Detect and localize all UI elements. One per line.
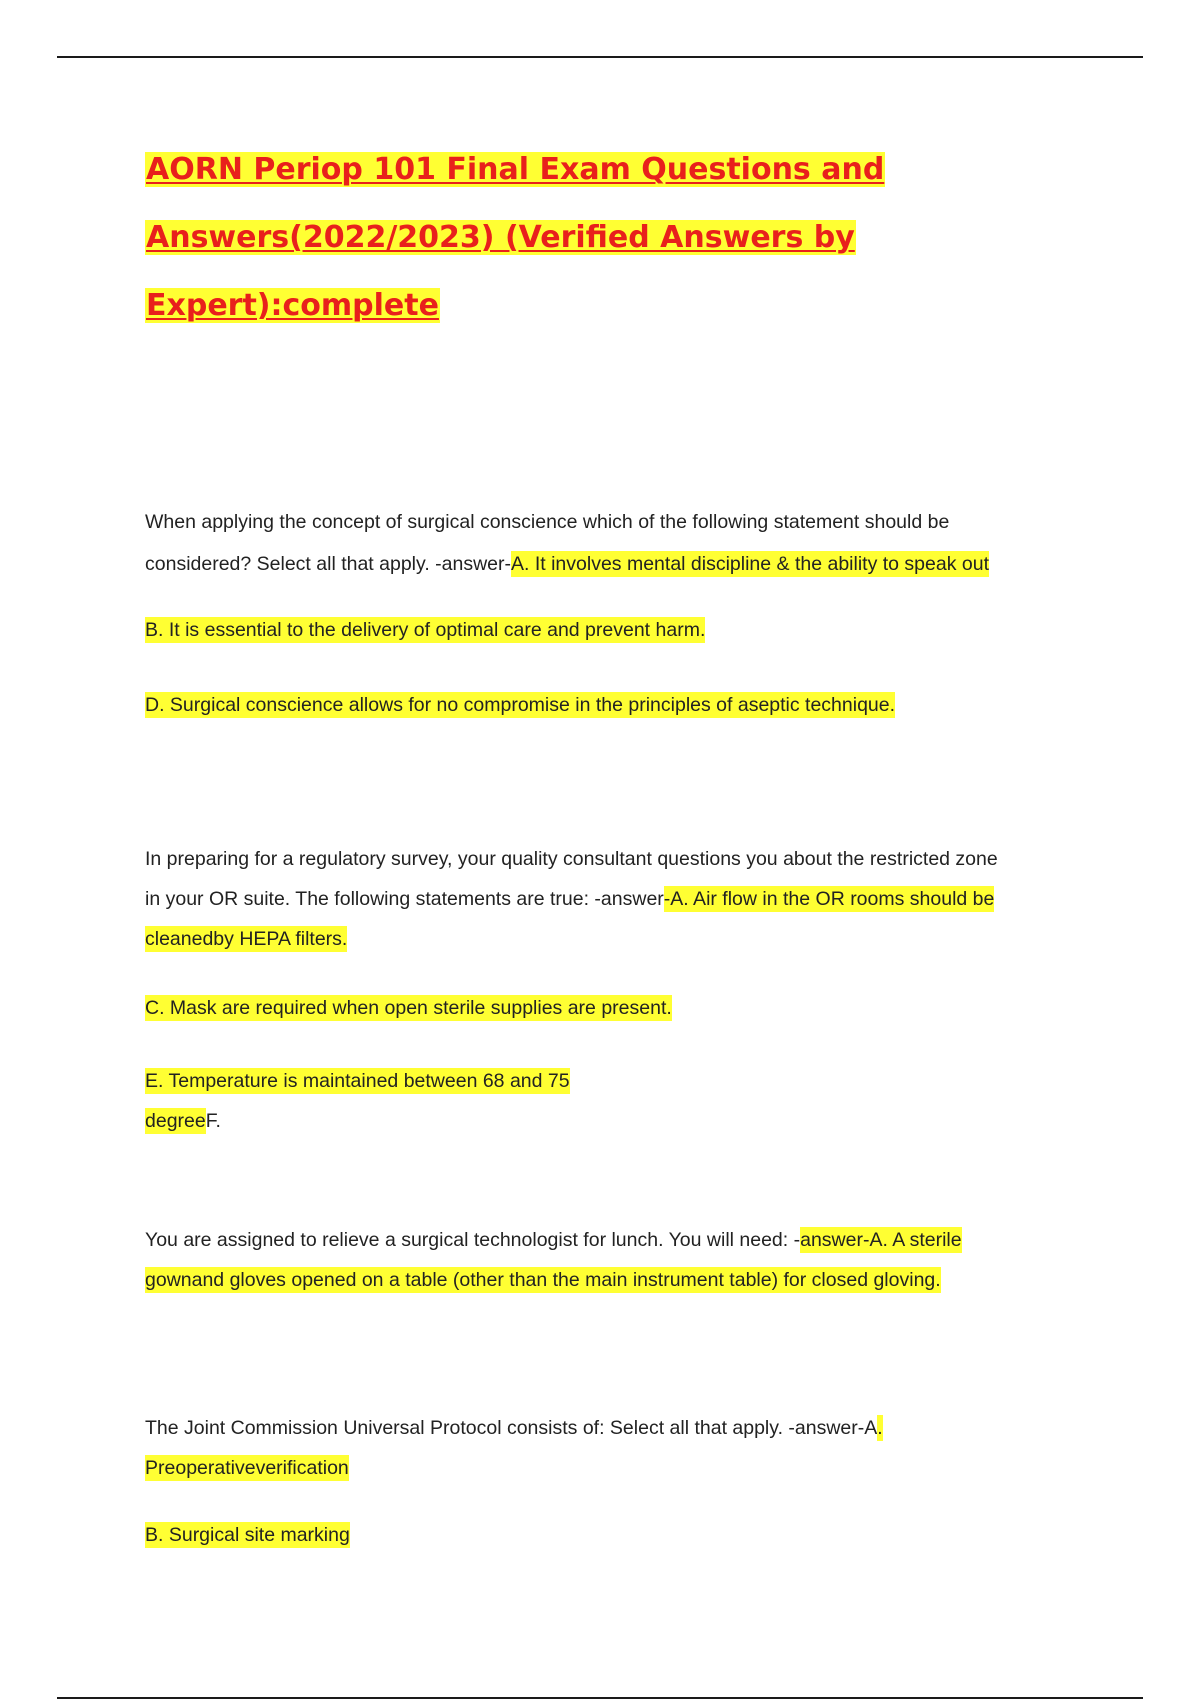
answer-highlight: . (877, 1417, 883, 1439)
answer-highlight: A. It involves mental discipline & the ability to speak out (511, 553, 989, 575)
answer-line: B. Surgical site marking (145, 1524, 350, 1546)
question-1-text-line-1: When applying the concept of surgical conscience which of the following statement should be (145, 511, 950, 533)
top-rule (57, 56, 1143, 58)
answer-line: cleanedby HEPA filters. (145, 928, 348, 950)
question-3-text-line-1: You are assigned to relieve a surgical technologist for lunch. You will need: -answer-A. A sterile (145, 1229, 962, 1251)
question-1-text-line-2: considered? Select all that apply. -answer-A. It involves mental discipline & the ability to speak out (145, 553, 989, 575)
document-title-line-2: Answers(2022/2023) (Verified Answers by (146, 220, 855, 255)
answer-line: degreeF. (145, 1110, 221, 1132)
answer-line: gownand gloves opened on a table (other than the main instrument table) for closed gloving. (145, 1269, 941, 1291)
bottom-rule (57, 1697, 1143, 1699)
document-title-line-1: AORN Periop 101 Final Exam Questions and (146, 152, 885, 187)
answer-highlight: -A. Air flow in the OR rooms should be (663, 888, 995, 910)
answer-line: C. Mask are required when open sterile supplies are present. (145, 997, 672, 1019)
answer-line: B. It is essential to the delivery of optimal care and prevent harm. (145, 619, 706, 641)
question-4-text-line-1: The Joint Commission Universal Protocol consists of: Select all that apply. -answer-A. (145, 1417, 883, 1439)
question-2-text-line-2: in your OR suite. The following statements are true: -answer-A. Air flow in the OR rooms should be (145, 888, 995, 910)
answer-line: D. Surgical conscience allows for no compromise in the principles of aseptic technique. (145, 694, 896, 716)
answer-highlight: answer-A. A sterile (800, 1229, 962, 1251)
question-2-text-line-1: In preparing for a regulatory survey, your quality consultant questions you about the restricted zone (145, 848, 998, 870)
answer-line: E. Temperature is maintained between 68 and 75 (145, 1070, 570, 1092)
answer-line: Preoperativeverification (145, 1457, 349, 1479)
document-title-line-3: Expert):complete (146, 288, 439, 323)
